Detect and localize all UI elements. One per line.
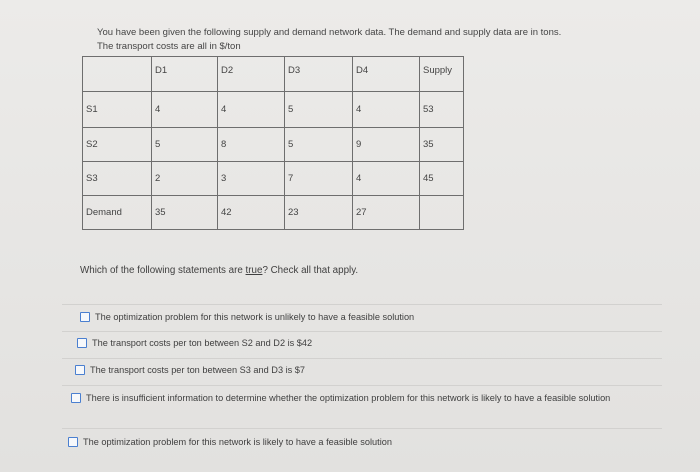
option-label: The transport costs per ton between S2 and D2 is $42 bbox=[92, 338, 313, 348]
table-row bbox=[83, 196, 464, 230]
table-cell: 45 bbox=[420, 162, 464, 196]
table-cell: 53 bbox=[420, 92, 464, 128]
table-cell: 4 bbox=[353, 162, 420, 196]
table-cell: 23 bbox=[285, 196, 353, 230]
table-cell: 27 bbox=[353, 196, 420, 230]
table-header-cell: D4 bbox=[353, 57, 420, 92]
problem-intro bbox=[97, 26, 677, 54]
table-cell: 4 bbox=[353, 92, 420, 128]
checkbox[interactable] bbox=[71, 393, 81, 403]
table-cell: Demand bbox=[83, 196, 152, 230]
table-cell: 2 bbox=[152, 162, 218, 196]
table-cell: 35 bbox=[152, 196, 218, 230]
intro-line-1: You have been given the following supply and demand network data. The demand and supply data are in tons. bbox=[97, 27, 562, 38]
table-cell: 35 bbox=[420, 128, 464, 162]
table-header-cell bbox=[83, 57, 152, 92]
option-insufficient-info[interactable] bbox=[71, 392, 663, 404]
supply-demand-table bbox=[82, 56, 464, 230]
table-row bbox=[83, 92, 464, 128]
table-cell: 3 bbox=[218, 162, 285, 196]
question-prefix: Which of the following statements are bbox=[80, 265, 246, 276]
question-text bbox=[80, 265, 358, 276]
option-label: There is insufficient information to determine whether the optimization problem for this network is likely to have a feasible solution bbox=[86, 393, 611, 403]
table-cell: 5 bbox=[285, 92, 353, 128]
checkbox[interactable] bbox=[75, 365, 85, 375]
option-s3-d3-cost[interactable] bbox=[75, 364, 655, 376]
table-cell: S1 bbox=[83, 92, 152, 128]
table-header-cell: D3 bbox=[285, 57, 353, 92]
option-label: The transport costs per ton between S3 and D3 is $7 bbox=[90, 365, 306, 375]
table-header-cell: D2 bbox=[218, 57, 285, 92]
question-suffix: ? Check all that apply. bbox=[262, 265, 359, 276]
table-cell: 4 bbox=[152, 92, 218, 128]
option-unlikely-feasible[interactable] bbox=[80, 311, 660, 323]
table-row bbox=[83, 128, 464, 162]
option-label: The optimization problem for this network is likely to have a feasible solution bbox=[83, 437, 392, 447]
table-header-cell: Supply bbox=[420, 57, 464, 92]
option-divider bbox=[62, 331, 662, 332]
option-likely-feasible[interactable] bbox=[68, 436, 648, 448]
intro-line-2: The transport costs are all in $/ton bbox=[97, 41, 241, 52]
table-cell bbox=[420, 196, 464, 230]
table-header-cell: D1 bbox=[152, 57, 218, 92]
table-cell: S2 bbox=[83, 128, 152, 162]
checkbox[interactable] bbox=[77, 338, 87, 348]
table-cell: 7 bbox=[285, 162, 353, 196]
table-cell: 5 bbox=[285, 128, 353, 162]
option-s2-d2-cost[interactable] bbox=[77, 337, 657, 349]
option-label: The optimization problem for this network is unlikely to have a feasible solution bbox=[95, 312, 415, 322]
question-emphasis: true bbox=[245, 265, 263, 276]
table-cell: 9 bbox=[353, 128, 420, 162]
table-cell: 5 bbox=[152, 128, 218, 162]
checkbox[interactable] bbox=[68, 437, 78, 447]
table-cell: 8 bbox=[218, 128, 285, 162]
option-divider bbox=[62, 385, 662, 386]
table-row bbox=[83, 162, 464, 196]
option-divider bbox=[62, 358, 662, 359]
option-divider bbox=[62, 428, 662, 429]
option-divider bbox=[62, 304, 662, 305]
table-cell: 4 bbox=[218, 92, 285, 128]
table-cell: 42 bbox=[218, 196, 285, 230]
table-header-row bbox=[83, 57, 464, 92]
checkbox[interactable] bbox=[80, 312, 90, 322]
table-cell: S3 bbox=[83, 162, 152, 196]
